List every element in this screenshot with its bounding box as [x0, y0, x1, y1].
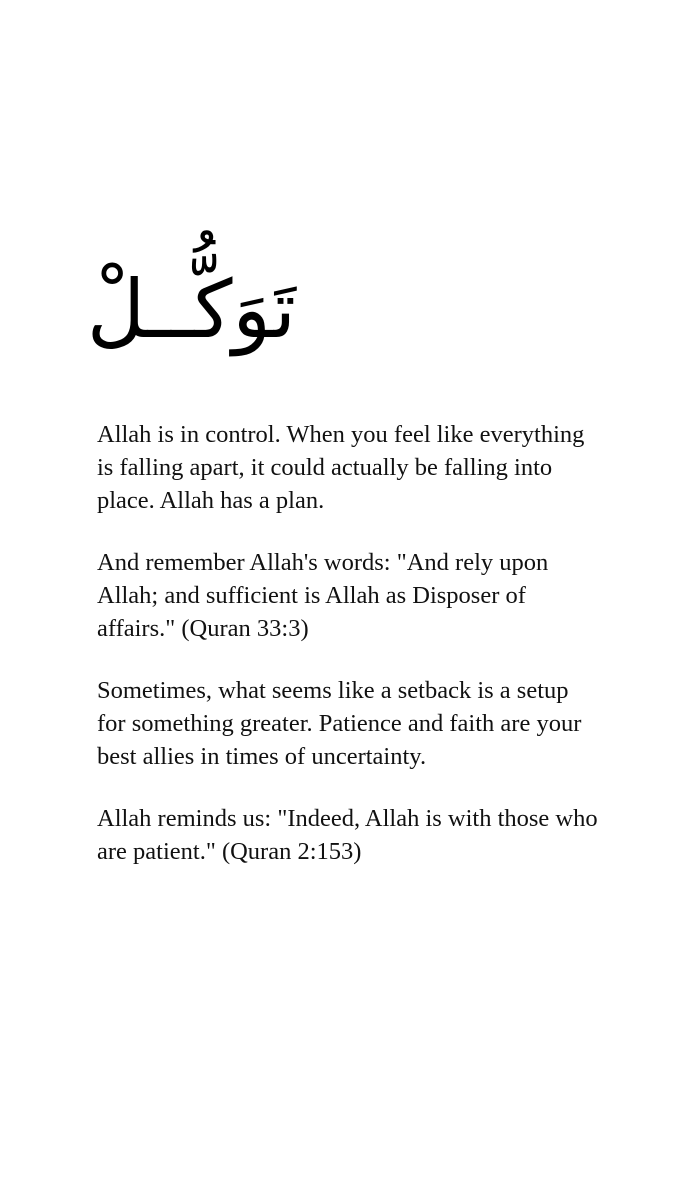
paragraph-control: Allah is in control. When you feel like everything is falling apart, it could actually be falling into place. Allah has a plan.	[97, 421, 585, 514]
paragraph-quran-33-3: And remember Allah's words: "And rely upon Allah; and sufficient is Allah as Disposer of affairs." (Quran 33:3)	[97, 549, 549, 642]
body-text	[97, 418, 602, 897]
arabic-title: تَوَكُّــلْ	[86, 263, 296, 356]
paragraph-patience: Sometimes, what seems like a setback is a setup for something greater. Patience and faith are your best allies in times of uncertainty.	[97, 677, 582, 770]
paragraph-quran-2-153: Allah reminds us: "Indeed, Allah is with those who are patient." (Quran 2:153)	[97, 805, 598, 865]
